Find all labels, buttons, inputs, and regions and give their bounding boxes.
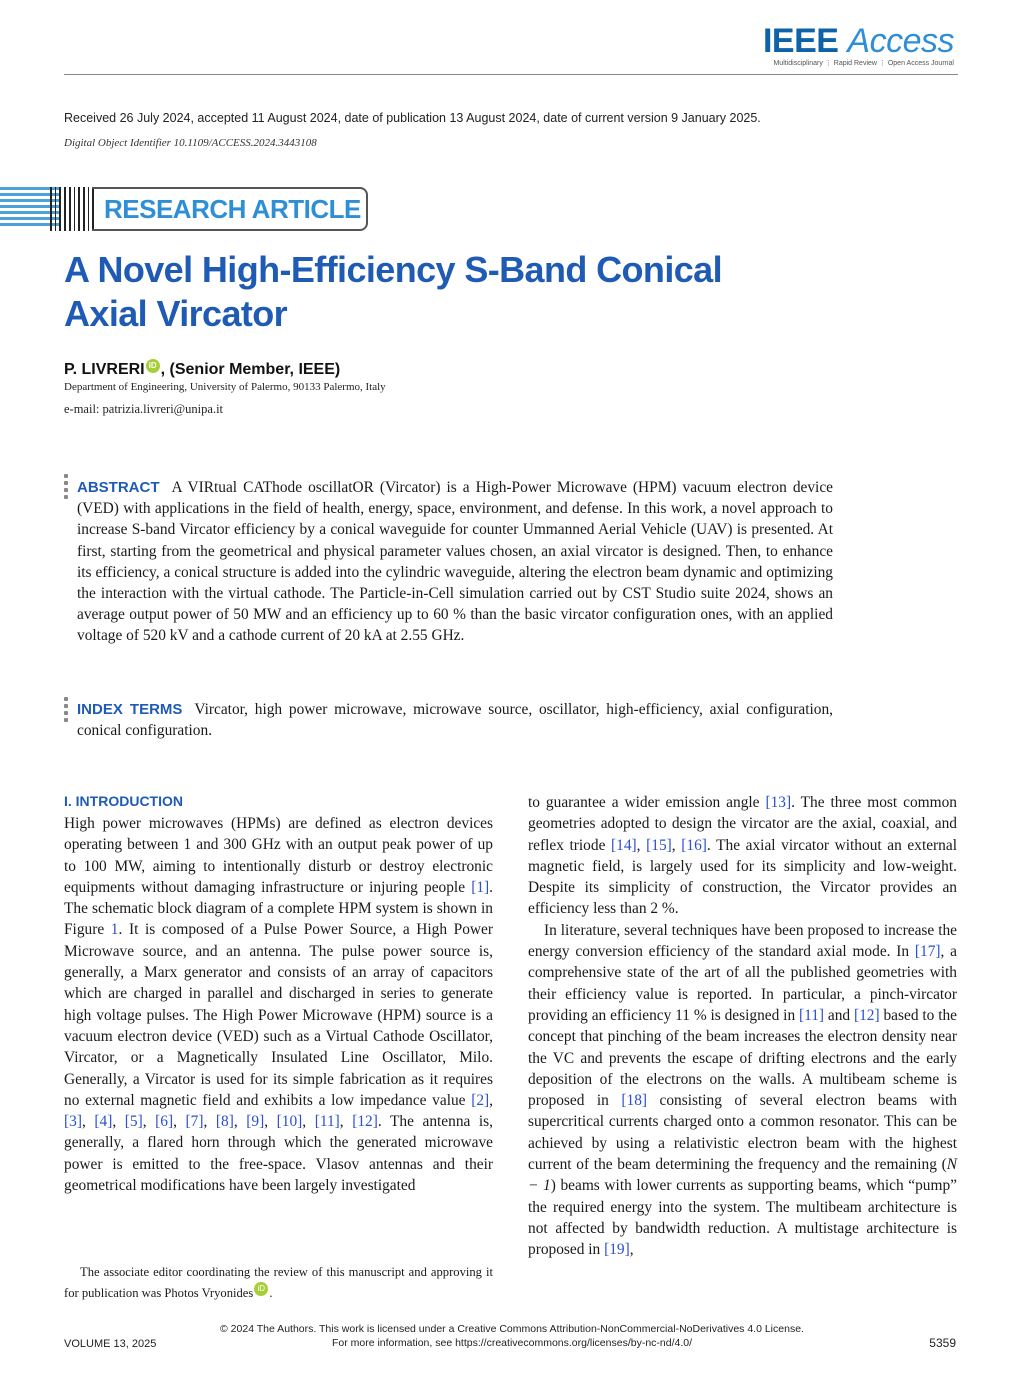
title-line-1: A Novel High-Efficiency S-Band Conical [64,249,722,290]
citation-link[interactable]: [2] [471,1091,490,1109]
right-column [528,792,957,1261]
author-name: P. LIVRERI [64,361,145,378]
logo-tagline: Multidisciplinary ⋮ Rapid Review ⋮ Open Access Journal [773,60,954,67]
intro-text: In literature, several techniques have been proposed to increase the energy conversion efficiency of the standard axial mode. In [528,921,957,961]
citation-link[interactable]: [14] [611,836,637,854]
citation-link[interactable]: [18] [621,1092,648,1110]
intro-text: , a comprehensive state of the art of all the published geometries with their efficiency value is reported. In particular, a pinch-vircator providing an efficiency 11 % is designed in [528,943,958,1024]
editor-footnote [64,1262,493,1303]
citation-link[interactable]: [9] [246,1113,265,1131]
intro-text: . The axial vircator without an external magnetic field, is largely used for its simplicity and low-weight. Despite its simplicity of construction, the Vircator provides an efficiency less than 2 %. [528,836,957,918]
index-terms [77,699,833,741]
citation-link[interactable]: [19] [604,1241,630,1259]
logo-ieee: IEEE [762,22,839,60]
intro-text: . The schematic block diagram of a complete HPM system is shown in Figure [64,878,493,939]
figure-link[interactable]: 1 [110,921,119,939]
intro-text: . The three most common geometries adopted to design the vircator are the axial, coaxial, and reflex triode [528,794,957,854]
citation-link[interactable]: [16] [681,836,707,854]
intro-text: High power microwaves (HPMs) are defined as electron devices operating between 1 and 300 GHz with an output peak power of up to 100 MW, aiming to intentionally disturb or destroy electronic equipments without damaging infrastructure or injuring people [64,815,493,896]
page-number: 5359 [929,1336,956,1350]
citation-link[interactable]: [12] [853,1006,880,1024]
doi: Digital Object Identifier 10.1109/ACCESS.2024.3443108 [64,137,317,149]
intro-text: . It is composed of a Pulse Power Source, a High Power Microwave source, and an antenna. The pulse power source is, generally, a Marx generator and consists of an array of capacitors which are charged in parallel and discharged in series to generate high voltage pulses. The High Power Microwave (HPM) source is a vacuum electron device (VED) such as a Virtual Cathode Oscillator, Vircator, or a Magnetically Insulated Line Oscillator, Milo. Generally, a Vircator is used for its simple fabrication as it requires no external magnetic field and exhibits a low impedance value [64,921,493,1109]
left-column: High power microwaves (HPMs) are defined as electron devices operating between 1 and 300 GHz with an output peak power of up to 100 MW, aiming to intentionally disturb or destroy electronic equipments without damaging infrastructure or injuring people [1]. The schematic block diagram of a complete HPM system is shown in Figure 1. It is composed of a Pulse Power Source, a High Power Microwave source, and an antenna. The pulse power source is, generally, a Marx generator and consists of an array of capacitors which are charged in parallel and discharged in series to generate high voltage pulses. The High Power Microwave (HPM) source is a vacuum electron device (VED) such as a Virtual Cathode Oscillator, Vircator, or a Magnetically Insulated Line Oscillator, Milo. Generally, a Vircator is used for its simple fabrication as it requires no external magnetic field and exhibits a low impedance value [2], [3], [4], [5], [6], [7], [8], [9], [10], [11], [12]. The antenna is, generally, a flared horn through which the generated microwave power is emitted to the free-space. Vlasov antennas and their geometrical modifications have been largely investigated [64,815,494,1195]
abstract-text: A VIRtual CAThode oscillatOR (Vircator) is a High-Power Microwave (HPM) vacuum electron device (VED) with applications in the field of health, energy, space, environment, and defense. In this work, a novel approach to increase S-band Vircator efficiency by a conical waveguide for counter Ummanned Aerial Vehicle (UAV) is presented. At first, starting from the geometrical and physical parameter values chosen, an axial vircator is designed. Then, to enhance its efficiency, a conical structure is added into the cylindric waveguide, altering the electron beam dynamic and optimizing the interaction with the virtual cathode. The Particle-in-Cell simulation carried out by CST Studio suite 2024, shows an average output power of 50 MW and an efficiency up to 60 % than the basic vircator configuration ones, with an applied voltage of 520 kV and a cathode current of 20 kA at 2.55 GHz. [77,479,833,645]
citation-link[interactable]: [5] [124,1113,143,1131]
citation-link[interactable]: [7] [185,1113,204,1131]
intro-text: to guarantee a wider emission angle [528,794,766,811]
intro-text: consisting of several electron beams with supercritical currents charged onto a common resonator. This can be achieved by using a relativistic electron beam with the highest current of the beam determining the frequency and the remaining ( [528,1092,957,1174]
author-affiliation: Department of Engineering, University of Palermo, 90133 Palermo, Italy [64,381,386,393]
article-type-label: RESEARCH ARTICLE [104,193,361,224]
intro-text: ) beams with lower currents as supporting beams, which “pump” the required energy into the system. The multibeam architecture is not affected by bandwidth reduction. A multistage architecture is proposed in [528,1177,957,1259]
citation-link[interactable]: [8] [215,1113,234,1131]
abstract-dots-icon [64,474,70,502]
footnote-end: . [269,1286,273,1300]
header-rule [64,74,958,75]
intro-text: , [629,1241,634,1259]
citation-link[interactable]: [4] [94,1113,113,1131]
paragraph: to guarantee a wider emission angle [13]. The three most common geometries adopted to design the vircator are the axial, coaxial, and reflex triode [14], [15], [16]. The axial vircator without an external magnetic field, is largely used for its simplicity and low-weight. Despite its simplicity of construction, the Vircator provides an efficiency less than 2 %. [528,794,957,918]
article-type-banner [92,187,368,231]
author-line [64,359,340,379]
orcid-icon[interactable]: iD [254,1282,268,1296]
volume-label: VOLUME 13, 2025 [64,1338,157,1350]
citation-link[interactable]: [10] [276,1113,303,1131]
intro-text: based to the concept that pinching of the beam increases the electron density near the VC and prevents the escape of drifting electrons and the early deposition of the electrons on the walls. A multibeam scheme is proposed in [528,1006,957,1110]
title-line-2: Axial Vircator [64,293,288,334]
citation-link[interactable]: [13] [765,794,792,811]
index-dots-icon [64,697,70,725]
citation-link[interactable]: [17] [914,943,941,961]
footnote-text: The associate editor coordinating the review of this manuscript and approving it for publication was Photos Vryonides [64,1265,493,1300]
author-membership: , (Senior Member, IEEE) [160,361,341,378]
intro-text: . The antenna is, generally, a flared horn through which the generated microwave power is emitted to the free-space. Vlasov antennas and their geometrical modifications have been largely investigated [64,1113,494,1195]
index-terms-text: Vircator, high power microwave, microwave source, oscillator, high-efficiency, axial configuration, conical configuration. [77,701,833,740]
citation-link[interactable]: [3] [64,1113,82,1131]
section-heading-introduction: I. INTRODUCTION [64,793,183,809]
citation-link[interactable]: [15] [646,836,672,854]
license-url[interactable]: For more information, see https://creativecommons.org/licenses/by-nc-nd/4.0/ [331,1337,693,1349]
banner-barcode [50,187,94,231]
citation-link[interactable]: [12] [352,1113,378,1131]
citation-link[interactable]: [6] [155,1113,174,1131]
abstract [77,477,833,647]
citation-link[interactable]: [11] [314,1113,340,1131]
logo-access: Access [847,22,954,60]
paper-title [64,248,764,336]
license-line: © 2024 The Authors. This work is licensed under a Creative Commons Attribution-NonCommercial-NoDerivatives 4.0 License. [220,1323,804,1335]
received-dates: Received 26 July 2024, accepted 11 August 2024, date of publication 13 August 2024, date of current version 9 January 2025. [64,111,761,125]
math-expression: N − 1 [528,1156,957,1195]
orcid-icon[interactable]: iD [146,359,160,373]
author-email[interactable]: e-mail: patrizia.livreri@unipa.it [64,402,224,416]
journal-logo [763,22,954,67]
citation-link[interactable]: [1] [471,878,490,896]
paragraph [528,920,957,1261]
intro-text: and [824,1006,854,1024]
citation-link[interactable]: [11] [798,1006,825,1024]
index-terms-label: INDEX TERMS [77,701,183,718]
abstract-label: ABSTRACT [77,479,160,496]
